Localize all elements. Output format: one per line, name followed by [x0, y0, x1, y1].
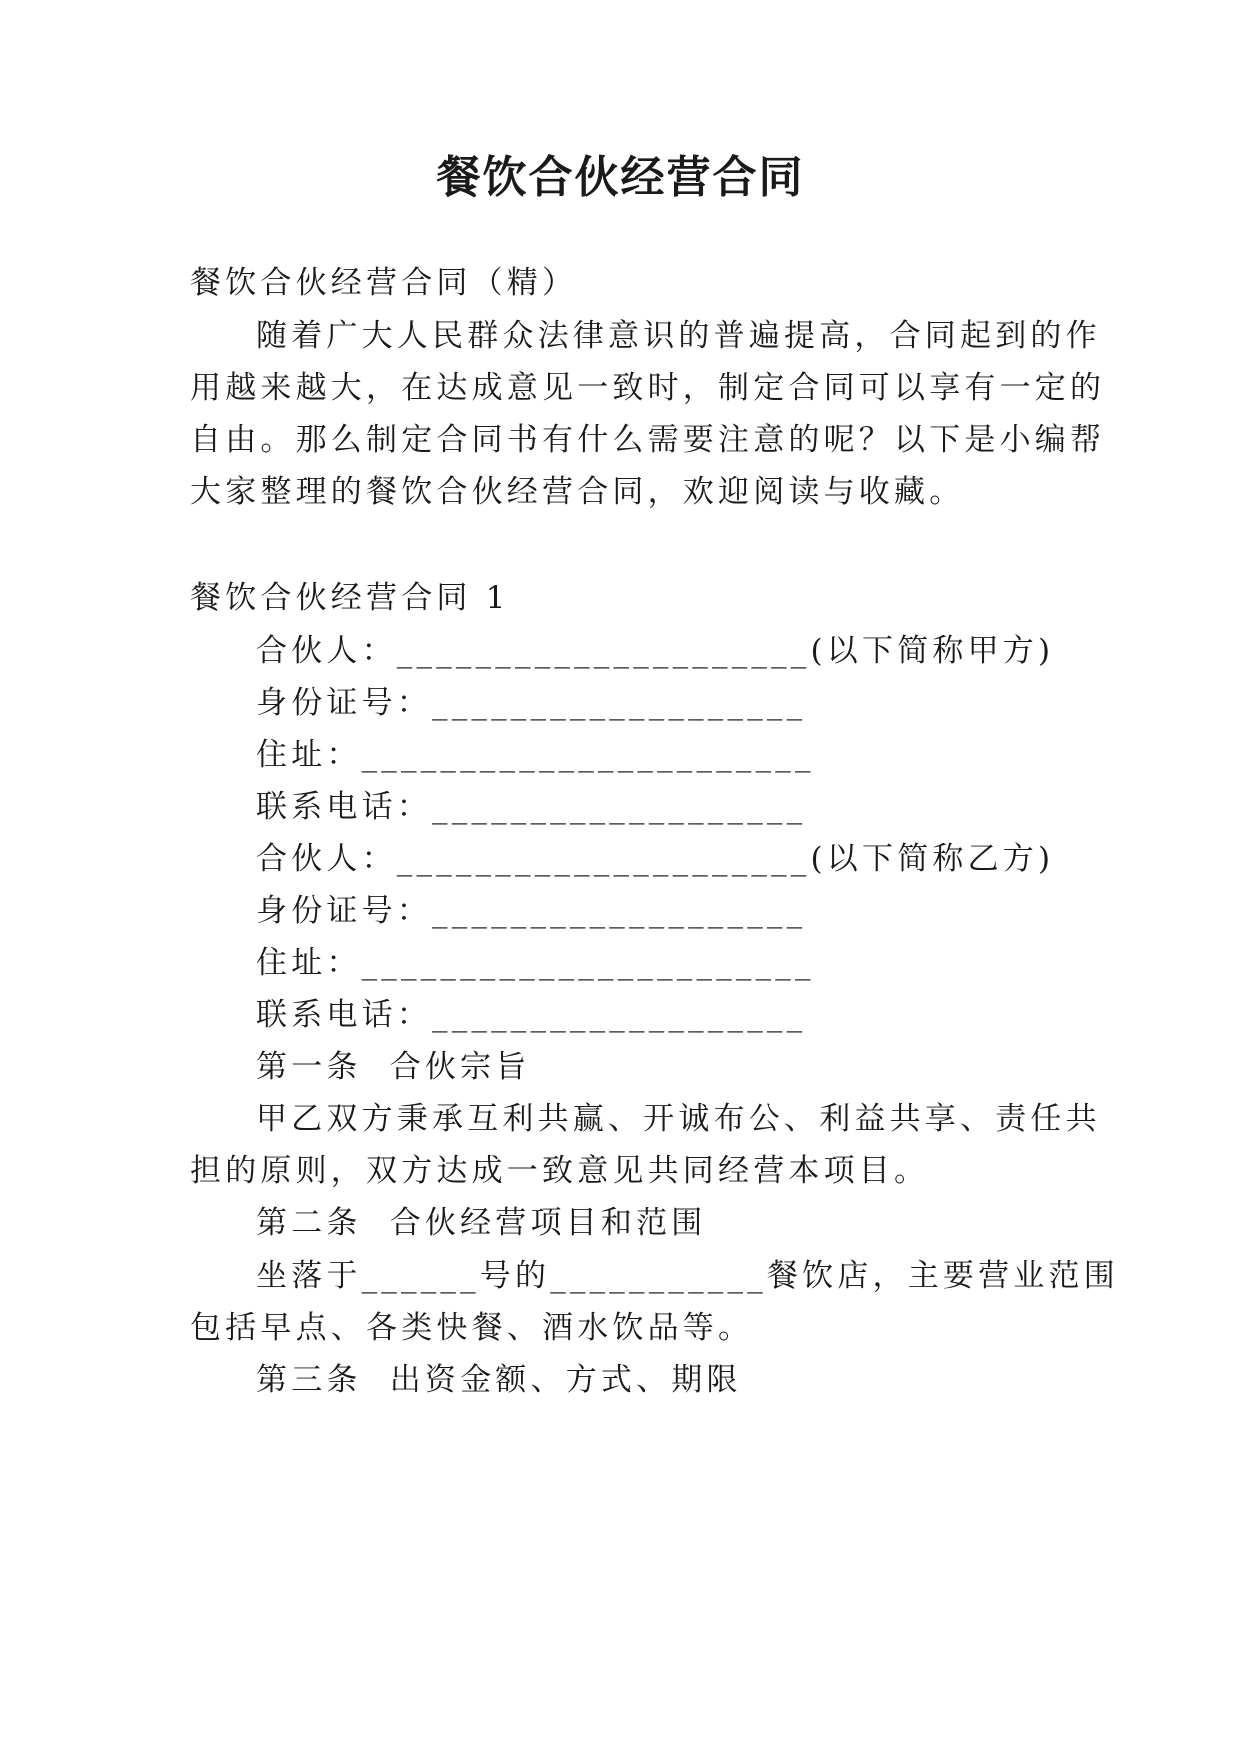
article-1-body-line: 担的原则，双方达成一致意见共同经营本项目。	[190, 1153, 930, 1189]
party-a-id-field: 身份证号：___________________	[256, 685, 807, 721]
party-b-id-field: 身份证号：___________________	[256, 893, 807, 929]
subtitle: 餐饮合伙经营合同（精）	[190, 265, 578, 301]
intro-line: 自由。那么制定合同书有什么需要注意的呢？以下是小编帮	[190, 422, 1106, 458]
party-a-partner-field: 合伙人：_____________________(以下简称甲方)	[256, 633, 1055, 669]
party-b-partner-field: 合伙人：_____________________(以下简称乙方)	[256, 841, 1055, 877]
document-title: 餐饮合伙经营合同	[436, 152, 805, 203]
article-1-heading: 第一条 合伙宗旨	[256, 1049, 531, 1085]
article-3-heading: 第三条 出资金额、方式、期限	[256, 1362, 742, 1398]
article-2-heading: 第二条 合伙经营项目和范围	[256, 1205, 707, 1241]
intro-line: 用越来越大，在达成意见一致时，制定合同可以享有一定的	[190, 370, 1106, 406]
intro-line: 大家整理的餐饮合伙经营合同，欢迎阅读与收藏。	[190, 474, 965, 510]
party-b-phone-field: 联系电话：___________________	[256, 997, 807, 1033]
article-2-body-line: 包括早点、各类快餐、酒水饮品等。	[190, 1310, 754, 1346]
article-1-body-line: 甲乙双方秉承互利共赢、开诚布公、利益共享、责任共	[256, 1101, 1101, 1137]
party-a-address-field: 住址：_______________________	[256, 737, 815, 773]
party-b-address-field: 住址：_______________________	[256, 945, 815, 981]
party-a-phone-field: 联系电话：___________________	[256, 789, 807, 825]
intro-line: 随着广大人民群众法律意识的普遍提高，合同起到的作	[256, 318, 1101, 354]
section-heading: 餐饮合伙经营合同 1	[190, 580, 510, 616]
article-2-body-line: 坐落于______号的___________餐饮店，主要营业范围	[256, 1258, 1119, 1294]
